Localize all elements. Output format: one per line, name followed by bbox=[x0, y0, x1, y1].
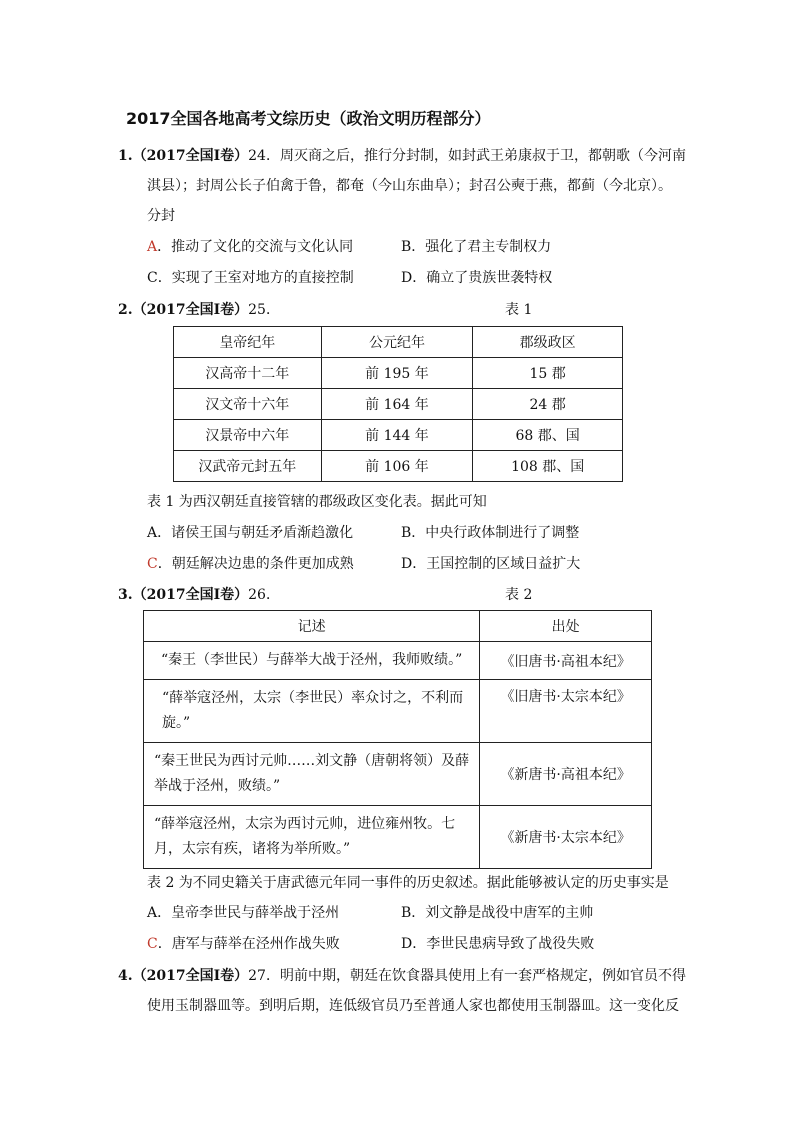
table-row bbox=[174, 451, 623, 482]
question-source: （2017全国Ⅰ卷） bbox=[132, 148, 249, 164]
question-4-line-1 bbox=[118, 966, 686, 986]
question-source: （2017全国Ⅰ卷） bbox=[132, 302, 249, 318]
table-cell: 108 郡、国 bbox=[473, 451, 623, 482]
q1-option-d bbox=[401, 268, 552, 288]
table-cell: “秦王世民为西讨元帅……刘文静（唐朝将领）及薛举战于泾州，败绩。” bbox=[144, 743, 480, 806]
table-cell: 《旧唐书·高祖本纪》 bbox=[480, 642, 652, 680]
table-cell: 《新唐书·太宗本纪》 bbox=[480, 806, 652, 869]
question-1-line-1 bbox=[118, 146, 686, 166]
question-text: 27．明前中期，朝廷在饮食器具使用上有一套严格规定，例如官员不得 bbox=[248, 968, 686, 984]
table-cell: “秦王（李世民）与薛举大战于泾州，我师败绩。” bbox=[144, 642, 480, 680]
question-number: 1. bbox=[118, 148, 133, 164]
option-letter: D bbox=[401, 270, 413, 286]
question-1-line-3: 分封 bbox=[147, 208, 175, 224]
option-text: ．推动了文化的交流与文化认同 bbox=[157, 239, 354, 255]
question-source: （2017全国Ⅰ卷） bbox=[132, 968, 249, 984]
question-4-line-2: 使用玉制器皿等。到明后期，连低级官员乃至普通人家也都使用玉制器皿。这一变化反 bbox=[147, 998, 679, 1014]
option-letter: B bbox=[401, 525, 412, 541]
page-title: 2017全国各地高考文综历史（政治文明历程部分） bbox=[126, 109, 491, 128]
option-text: ．李世民患病导致了战役失败 bbox=[412, 936, 595, 952]
q2-option-b bbox=[401, 523, 579, 543]
table-header-cell: 郡级政区 bbox=[473, 327, 623, 358]
option-text: ．王国控制的区域日益扩大 bbox=[412, 556, 581, 572]
option-letter: C bbox=[147, 556, 158, 572]
q3-option-c bbox=[147, 934, 340, 954]
option-letter: B bbox=[401, 239, 412, 255]
table-cell: 24 郡 bbox=[473, 389, 623, 420]
table-cell: 《旧唐书·太宗本纪》 bbox=[480, 680, 652, 743]
option-letter: D bbox=[401, 556, 413, 572]
table-header-cell: 皇帝纪年 bbox=[174, 327, 322, 358]
table-cell: “薛举寇泾州，太宗（李世民）率众讨之，不利而旋。” bbox=[144, 680, 480, 743]
question-text: 24．周灭商之后，推行分封制，如封武王弟康叔于卫，都朝歌（今河南 bbox=[248, 148, 686, 164]
table-1-label: 表 1 bbox=[505, 302, 533, 318]
table-1-caption: 表 1 为西汉朝廷直接管辖的郡级政区变化表。据此可知 bbox=[147, 494, 487, 510]
table-cell: 汉武帝元封五年 bbox=[174, 451, 322, 482]
table-cell: 《新唐书·高祖本纪》 bbox=[480, 743, 652, 806]
question-source: （2017全国Ⅰ卷） bbox=[132, 587, 249, 603]
table-row bbox=[144, 806, 652, 869]
table-cell: 汉高帝十二年 bbox=[174, 358, 322, 389]
table-1 bbox=[173, 326, 623, 482]
q2-option-d bbox=[401, 554, 580, 574]
question-2-head bbox=[118, 300, 280, 320]
table-2-label: 表 2 bbox=[505, 587, 533, 603]
q3-option-a bbox=[147, 903, 339, 923]
table-2 bbox=[143, 610, 652, 869]
q1-option-a bbox=[147, 237, 353, 257]
table-header-cell: 出处 bbox=[480, 611, 652, 642]
q1-option-b bbox=[401, 237, 551, 257]
option-text: ．皇帝李世民与薛举战于泾州 bbox=[157, 905, 340, 921]
q2-option-c bbox=[147, 554, 354, 574]
table-row bbox=[174, 420, 623, 451]
option-text: ．刘文静是战役中唐军的主帅 bbox=[411, 905, 594, 921]
option-text: ．强化了君主专制权力 bbox=[411, 239, 552, 255]
table-row bbox=[174, 389, 623, 420]
option-text: ．诸侯王国与朝廷矛盾渐趋激化 bbox=[157, 525, 354, 541]
option-letter: C bbox=[147, 270, 158, 286]
table-header-cell: 记述 bbox=[144, 611, 480, 642]
question-text: 26． bbox=[248, 587, 280, 603]
option-letter: A bbox=[147, 239, 158, 255]
option-text: ．中央行政体制进行了调整 bbox=[411, 525, 580, 541]
question-3-head bbox=[118, 585, 280, 605]
question-text: 25． bbox=[248, 302, 280, 318]
table-cell: “薛举寇泾州，太宗为西讨元帅，进位雍州牧。七月，太宗有疾，诸将为举所败。” bbox=[144, 806, 480, 869]
table-cell: 68 郡、国 bbox=[473, 420, 623, 451]
table-2-caption: 表 2 为不同史籍关于唐武德元年同一事件的历史叙述。据此能够被认定的历史事实是 bbox=[147, 875, 669, 891]
option-text: ．确立了贵族世袭特权 bbox=[412, 270, 553, 286]
table-row bbox=[144, 642, 652, 680]
table-row bbox=[174, 358, 623, 389]
table-cell: 汉文帝十六年 bbox=[174, 389, 322, 420]
table-header-cell: 公元纪年 bbox=[321, 327, 473, 358]
table-cell: 前 164 年 bbox=[321, 389, 473, 420]
option-letter: A bbox=[147, 905, 158, 921]
table-cell: 前 106 年 bbox=[321, 451, 473, 482]
q2-option-a bbox=[147, 523, 353, 543]
table-cell: 前 144 年 bbox=[321, 420, 473, 451]
table-cell: 汉景帝中六年 bbox=[174, 420, 322, 451]
q1-option-c bbox=[147, 268, 354, 288]
option-letter: B bbox=[401, 905, 412, 921]
option-text: ．朝廷解决边患的条件更加成熟 bbox=[157, 556, 354, 572]
question-number: 4. bbox=[118, 968, 133, 984]
table-cell: 前 195 年 bbox=[321, 358, 473, 389]
question-number: 3. bbox=[118, 587, 133, 603]
option-text: ．唐军与薛举在泾州作战失败 bbox=[157, 936, 340, 952]
question-number: 2. bbox=[118, 302, 133, 318]
table-row bbox=[144, 743, 652, 806]
table-header-row bbox=[144, 611, 652, 642]
table-row bbox=[144, 680, 652, 743]
option-letter: D bbox=[401, 936, 413, 952]
question-1-line-2: 淇县）；封周公长子伯禽于鲁，都奄（今山东曲阜）；封召公奭于燕，都蓟（今北京）。 bbox=[147, 178, 672, 194]
table-cell: 15 郡 bbox=[473, 358, 623, 389]
option-letter: C bbox=[147, 936, 158, 952]
option-letter: A bbox=[147, 525, 158, 541]
q3-option-d bbox=[401, 934, 594, 954]
table-header-row bbox=[174, 327, 623, 358]
option-text: ．实现了王室对地方的直接控制 bbox=[157, 270, 354, 286]
q3-option-b bbox=[401, 903, 593, 923]
